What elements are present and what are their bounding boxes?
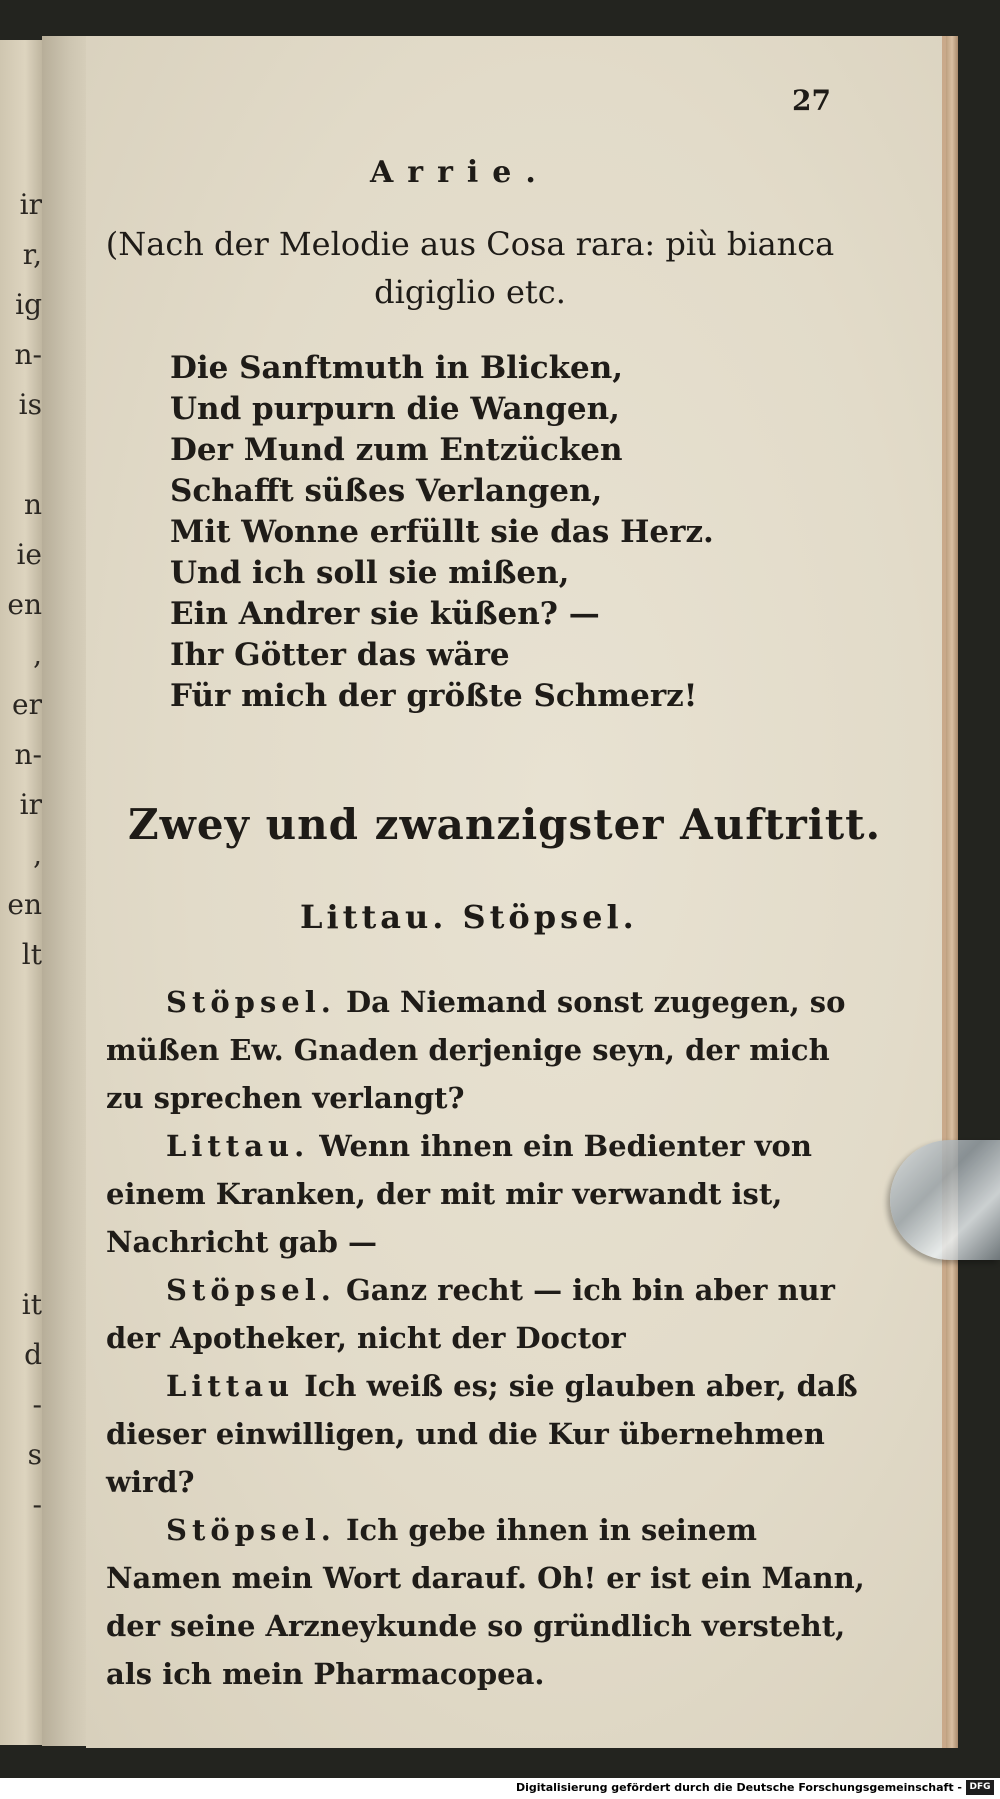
verse-line: Und purpurn die Wangen, — [170, 391, 620, 427]
scene-characters: Littau. Stöpsel. — [300, 898, 638, 936]
speaker-name: Stöpsel. — [166, 985, 336, 1019]
speech-text: Ich weiß es; sie glauben aber, daß dieser einwilligen, und die Kur übernehmen wird? — [106, 1369, 858, 1499]
fragment — [4, 1130, 42, 1180]
fragment: er — [12, 688, 42, 721]
fragment: , — [33, 638, 42, 671]
fragment: en — [7, 588, 42, 621]
verse-line: Die Sanftmuth in Blicken, — [170, 350, 624, 386]
fragment — [4, 1080, 42, 1130]
aria-title: Arrie. — [370, 155, 550, 190]
fragment: en — [7, 888, 42, 921]
fragment — [4, 1230, 42, 1280]
fragment: - — [32, 1388, 42, 1421]
fragment: r, — [22, 238, 42, 271]
melody-note: (Nach der Melodie aus Cosa rara: più bianca digiglio etc. — [105, 225, 835, 311]
fragment: ie — [16, 538, 42, 571]
fragment: d — [24, 1338, 42, 1371]
speaker-name: Littau — [166, 1369, 295, 1403]
previous-page-edge — [0, 40, 42, 1745]
fragment: - — [32, 1488, 42, 1521]
fragment: n — [23, 488, 42, 521]
funding-credit: Digitalisierung gefördert durch die Deutsche Forschungsgemeinschaft - — [515, 1781, 962, 1794]
previous-page-fragments — [4, 180, 42, 1530]
fragment: it — [21, 1288, 42, 1321]
dialogue-paragraph — [106, 1266, 876, 1362]
speaker-name: Stöpsel. — [166, 1513, 336, 1547]
verse-line: Schafft süßes Verlangen, — [170, 473, 603, 509]
dialogue-paragraph — [106, 978, 876, 1122]
fragment: s — [27, 1438, 42, 1471]
fragment: is — [18, 388, 42, 421]
speech-text: Da Niemand sonst zugegen, so müßen Ew. Gnaden derjenige seyn, der mich zu sprechen verlangt? — [106, 985, 846, 1115]
fragment: lt — [21, 938, 42, 971]
fragment: n- — [14, 338, 42, 371]
fragment — [4, 1030, 42, 1080]
dialogue-paragraph — [106, 1362, 876, 1506]
fragment: n- — [14, 738, 42, 771]
fragment: ig — [15, 288, 42, 321]
verse-line: Ein Andrer sie küßen? — — [170, 596, 600, 632]
verse-block — [170, 348, 714, 717]
scene-heading: Zwey und zwanzigster Auftritt. — [128, 800, 882, 849]
speaker-name: Littau. — [166, 1129, 310, 1163]
speech-text: Ich gebe ihnen in seinem Namen mein Wort darauf. Oh! er ist ein Mann, der seine Arzneykunde so gründlich versteht, als ich mein Pharmacopea. — [106, 1513, 865, 1691]
page-clip — [890, 1140, 1000, 1260]
fragment — [4, 1180, 42, 1230]
dialogue — [106, 978, 876, 1698]
fragment: ir — [19, 788, 42, 821]
verse-line: Für mich der größte Schmerz! — [170, 678, 698, 714]
speech-text: Wenn ihnen ein Bedienter von einem Kranken, der mit mir verwandt ist, Nachricht gab — — [106, 1129, 812, 1259]
dialogue-paragraph — [106, 1122, 876, 1266]
dfg-logo-icon: DFG — [966, 1780, 994, 1795]
speech-text: Ganz recht — ich bin aber nur der Apotheker, nicht der Doctor — [106, 1273, 835, 1355]
verse-line: Der Mund zum Entzücken — [170, 432, 623, 468]
page-edge — [946, 36, 958, 1748]
verse-line: Und ich soll sie mißen, — [170, 555, 570, 591]
fragment — [4, 430, 42, 480]
verse-line: Ihr Götter das wäre — [170, 637, 510, 673]
fragment: , — [33, 838, 42, 871]
speaker-name: Stöpsel. — [166, 1273, 336, 1307]
dialogue-paragraph — [106, 1506, 876, 1698]
fragment — [4, 980, 42, 1030]
page-number: 27 — [792, 84, 831, 117]
fragment: ir — [19, 188, 42, 221]
verse-line: Mit Wonne erfüllt sie das Herz. — [170, 514, 714, 550]
